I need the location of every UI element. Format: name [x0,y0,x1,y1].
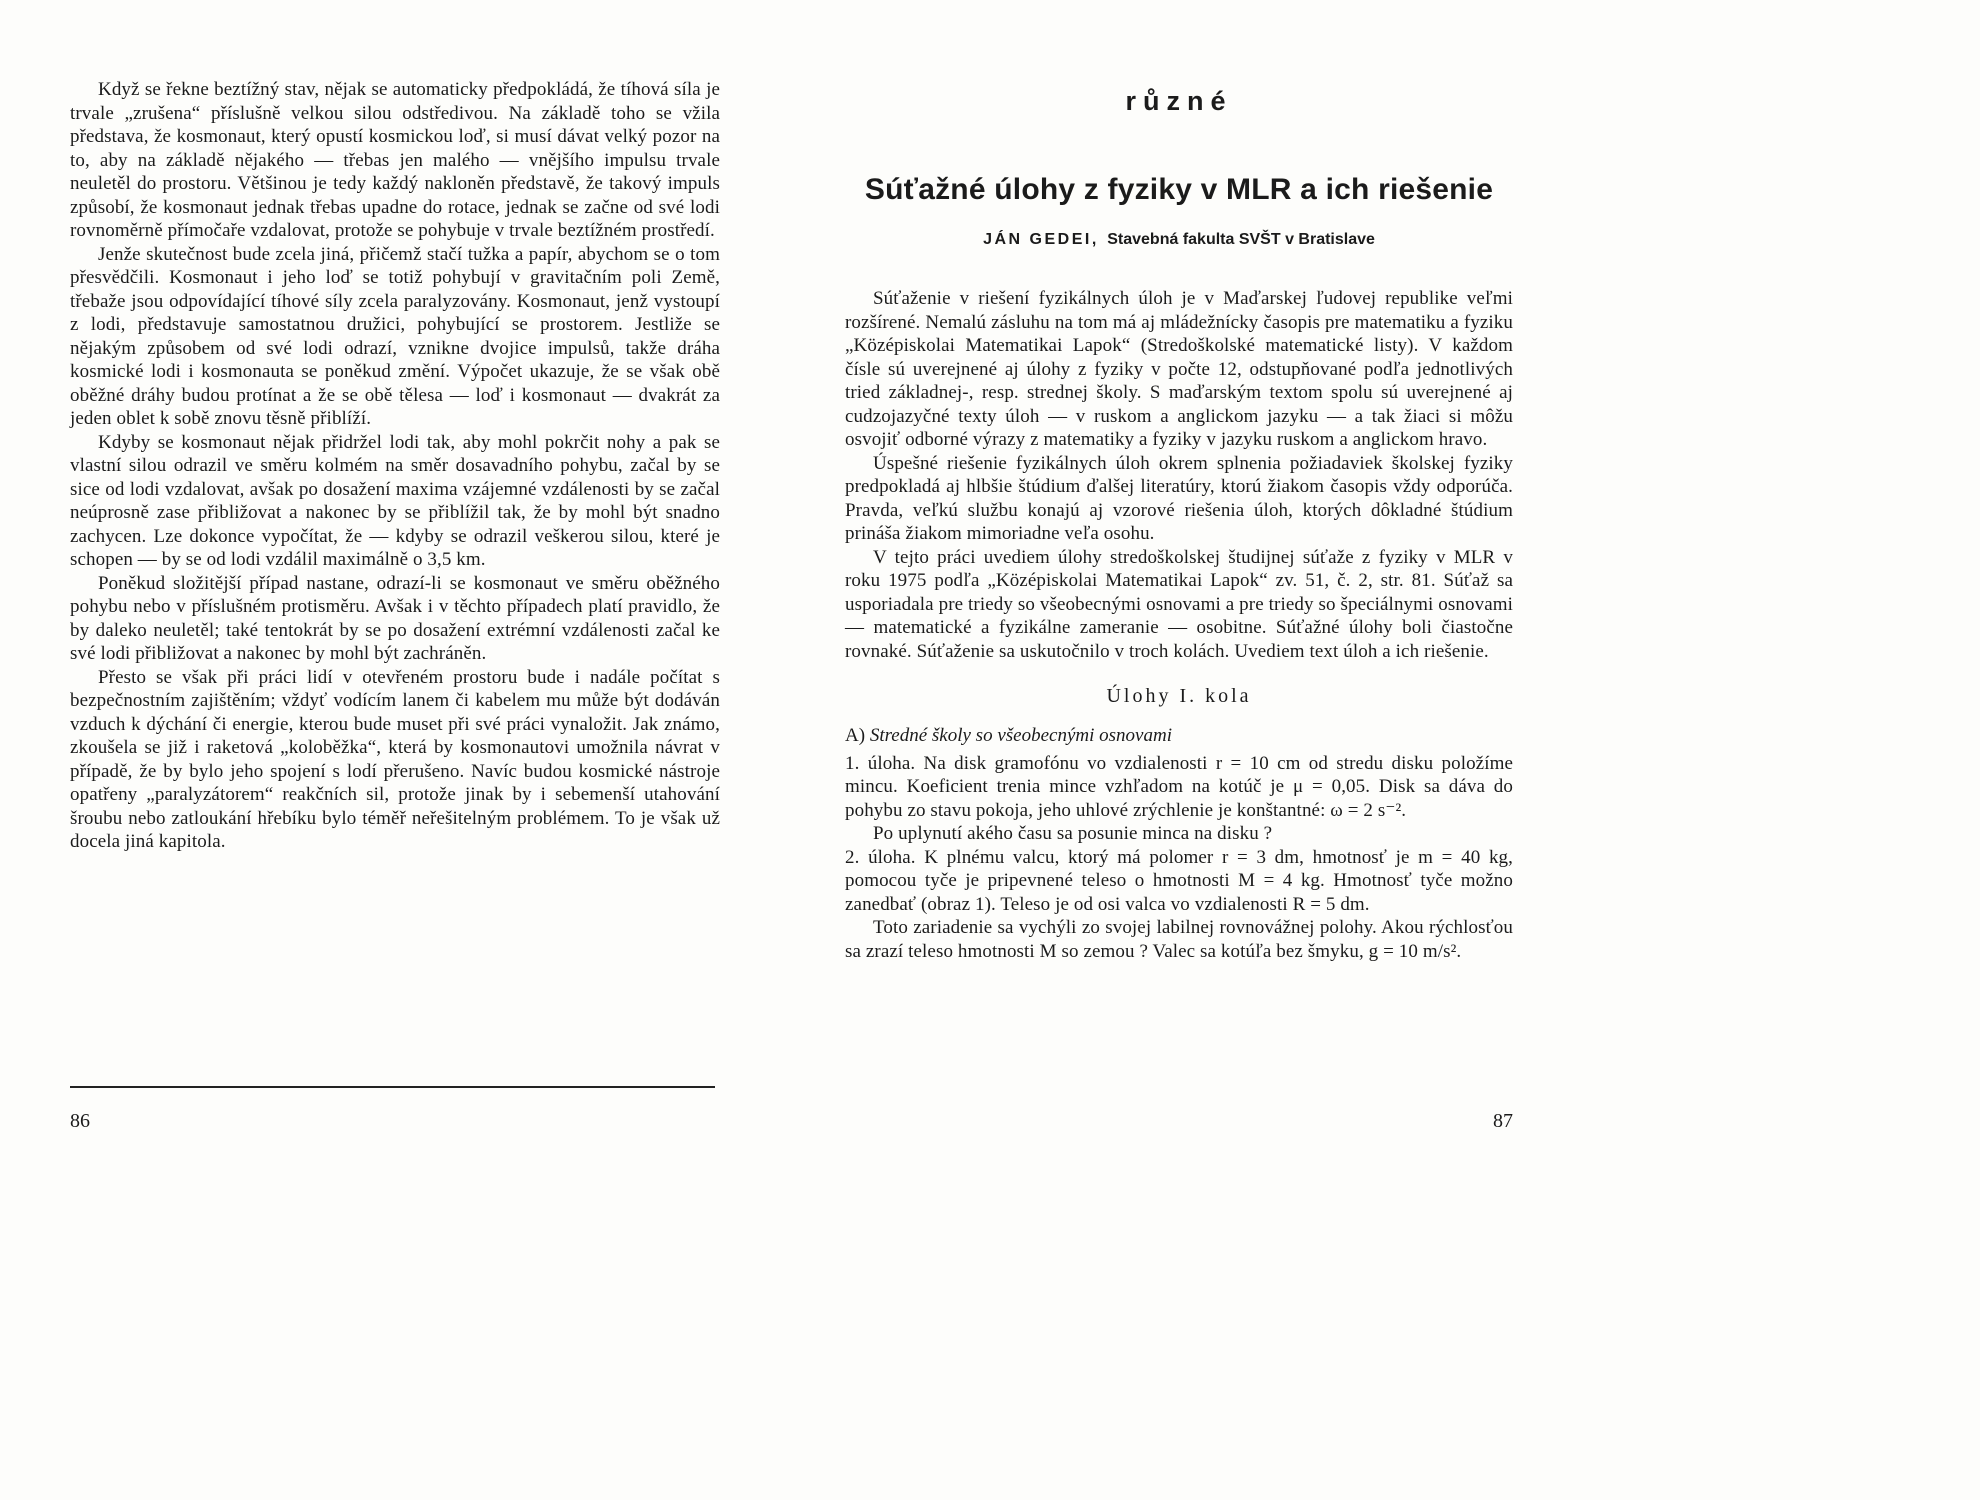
section-heading-round-one: Úlohy I. kola [1106,685,1252,707]
article-title: Súťažné úlohy z fyziky v MLR a ich riešenie [864,173,1494,206]
subsection-title: Stredné školy so všeobecnými osnovami [869,725,1172,746]
footer-rule [70,1086,715,1088]
subsection-heading [845,724,1513,748]
right-text-column [845,86,1513,963]
rubric-heading: různé [1125,86,1233,116]
right-paragraph-3: V tejto práci uvediem úlohy stredoškolskej študijnej súťaže z fyziky v MLR v roku 1975 podľa „Középiskolai Matematikai Lapok“ zv. 51, č. 2, str. 81. Súťaž sa usporiadala pre triedy so všeobecnými osnovami a pre triedy so špeciálnymi osnovami — matematické a fyzikálne zameranie — osobitne. Súťažné úlohy boli čiastočne rovnaké. Súťaženie sa uskutočnilo v troch kolách. Uvediem text úloh a ich riešenie. [845,546,1513,662]
problem-1-question: Po uplynutí akého času sa posunie minca na disku ? [873,823,1273,844]
problem-2-continuation: Toto zariadenie sa vychýli zo svojej labilnej rovnovážnej polohy. Akou rýchlosťou sa zrazí teleso hmotnosti M so zemou ? Valec sa kotúľa bez šmyku, g = 10 m/s². [845,917,1513,962]
right-paragraph-2: Úspešné riešenie fyzikálnych úloh okrem splnenia požiadaviek školskej fyziky predpokladá aj hlbšie štúdium ďalšej literatúry, ktorú žiakom časopis vždy odporúča. Pravda, veľkú službu konajú aj vzorové riešenia úloh, ktorých dôkladné štúdium prináša žiakom mimoriadne veľa osohu. [845,452,1513,544]
author-name: JÁN GEDEI, [983,231,1099,248]
problem-1-text: 1. úloha. Na disk gramofónu vo vzdialenosti r = 10 cm od stredu disku položíme mincu. Koeficient trenia mince vzhľadom na kotúč je μ = 0,05. Disk sa dáva do pohybu zo stavu pokoja, jeho uhlové zrýchlenie je konštantné: ω = 2 s⁻². [845,752,1513,821]
page-number-left: 86 [70,1110,90,1132]
left-paragraph-3: Kdyby se kosmonaut nějak přidržel lodi tak, aby mohl pokrčit nohy a pak se vlastní silou odrazil ve směru kolmém na směr dosavadního pohybu, začal by se sice od lodi vzdalovat, avšak po dosažení maxima vzájemné vzdálenosti by se začal neúprosně zase přibližovat a nakonec by se přiblížil tak, že by mohl být snadno zachycen. Lze dokonce vypočítat, že — kdyby se odrazil veškerou silou, které je schopen — by se od lodi vzdálil maximálně o 3,5 km. [70,431,720,570]
page-left [70,0,720,1500]
left-paragraph-1: Když se řekne beztížný stav, nějak se automaticky předpokládá, že tíhová síla je trvale „zrušena“ příslušně velkou silou odstředivou. Na základě toho se vžila představa, že kosmonaut, který opustí kosmickou loď, si musí dávat velký pozor na to, aby na základě nějakého — třebas jen malého — vnějšího impulsu trvale neuletěl do prostoru. Většinou je tedy každý nakloněn představě, že takový impuls způsobí, že kosmonaut jednak třebas upadne do rotace, jednak se začne od své lodi rovnoměrně přímočaře vzdalovat, protože se pohybuje v trvale beztížném prostředí. [70,79,720,241]
subsection-label: A) [845,725,866,746]
left-paragraph-2: Jenže skutečnost bude zcela jiná, přičemž stačí tužka a papír, abychom se o tom přesvědčili. Kosmonaut i jeho loď se totiž pohybují v gravitačním poli Země, třebaže jsou odpovídající tíhové síly zcela paralyzovány. Kosmonaut, jenž vystoupí z lodi, představuje samostatnou družici, pohybující se prostorem. Jestliže se nějakým způsobem od své lodi odrazí, vznikne dvojice impulsů, takže dráha kosmické lodi i kosmonauta se poněkud změní. Výpočet ukazuje, že se však obě oběžné dráhy budou protínat a že se obě tělesa — loď i kosmonaut — dvakrát za jeden oblet k sobě znovu těsně přiblíží. [70,243,720,429]
author-affiliation: Stavebná fakulta SVŠT v Bratislave [1107,231,1375,248]
left-paragraph-4: Poněkud složitější případ nastane, odrazí-li se kosmonaut ve směru oběžného pohybu nebo v příslušném protisměru. Avšak i v těchto případech platí pravidlo, že by daleko neuletěl; také tentokrát by se po dosažení extrémní vzdálenosti začal ke své lodi přibližovat a nakonec by mohl být zachráněn. [70,572,720,664]
right-paragraph-1: Súťaženie v riešení fyzikálnych úloh je v Maďarskej ľudovej republike veľmi rozšírené. Nemalú zásluhu na tom má aj mládežnícky časopis pre matematiku a fyziku „Középiskolai Matematikai Lapok“ (Stredoškolské matematické listy). V každom čísle sú uverejnené aj úlohy z fyziky v počte 12, odstupňované podľa jednotlivých tried základnej-, resp. strednej školy. S maďarským textom spolu sú uverejnené aj cudzojazyčné texty úloh — v ruskom a anglickom jazyku — a tak žiaci si môžu osvojiť odborné výrazy z matematiky a fyziky v jazyku ruskom a anglickom hravo. [845,288,1513,450]
page-number-right: 87 [1493,1110,1513,1132]
left-paragraph-5: Přesto se však při práci lidí v otevřeném prostoru bude i nadále počítat s bezpečnostním zajištěním; vždyť vodícím lanem či kabelem mu může být dodáván vzduch k dýchání či energie, kterou bude muset při své práci vynaložit. Jak známo, zkoušela se již i raketová „koloběžka“, která by kosmonautovi umožnila návrat v případě, že by bylo jeho spojení s lodí přerušeno. Navíc budou kosmické nástroje opatřeny „paralyzátorem“ reakčních sil, protože jinak by i sebemenší utahování šroubu nebo zatloukání hřebíku bylo téměř neřešitelným problémem. To je však už docela jiná kapitola. [70,666,720,852]
page-right [845,0,1513,1500]
left-text-column [70,78,720,854]
problem-2-text: 2. úloha. K plnému valcu, ktorý má polomer r = 3 dm, hmotnosť je m = 40 kg, pomocou tyče je pripevnené teleso o hmotnosti M = 4 kg. Hmotnosť tyče možno zanedbať (obraz 1). Teleso je od osi valca vo vzdialenosti R = 5 dm. [845,846,1513,915]
byline [845,231,1513,249]
